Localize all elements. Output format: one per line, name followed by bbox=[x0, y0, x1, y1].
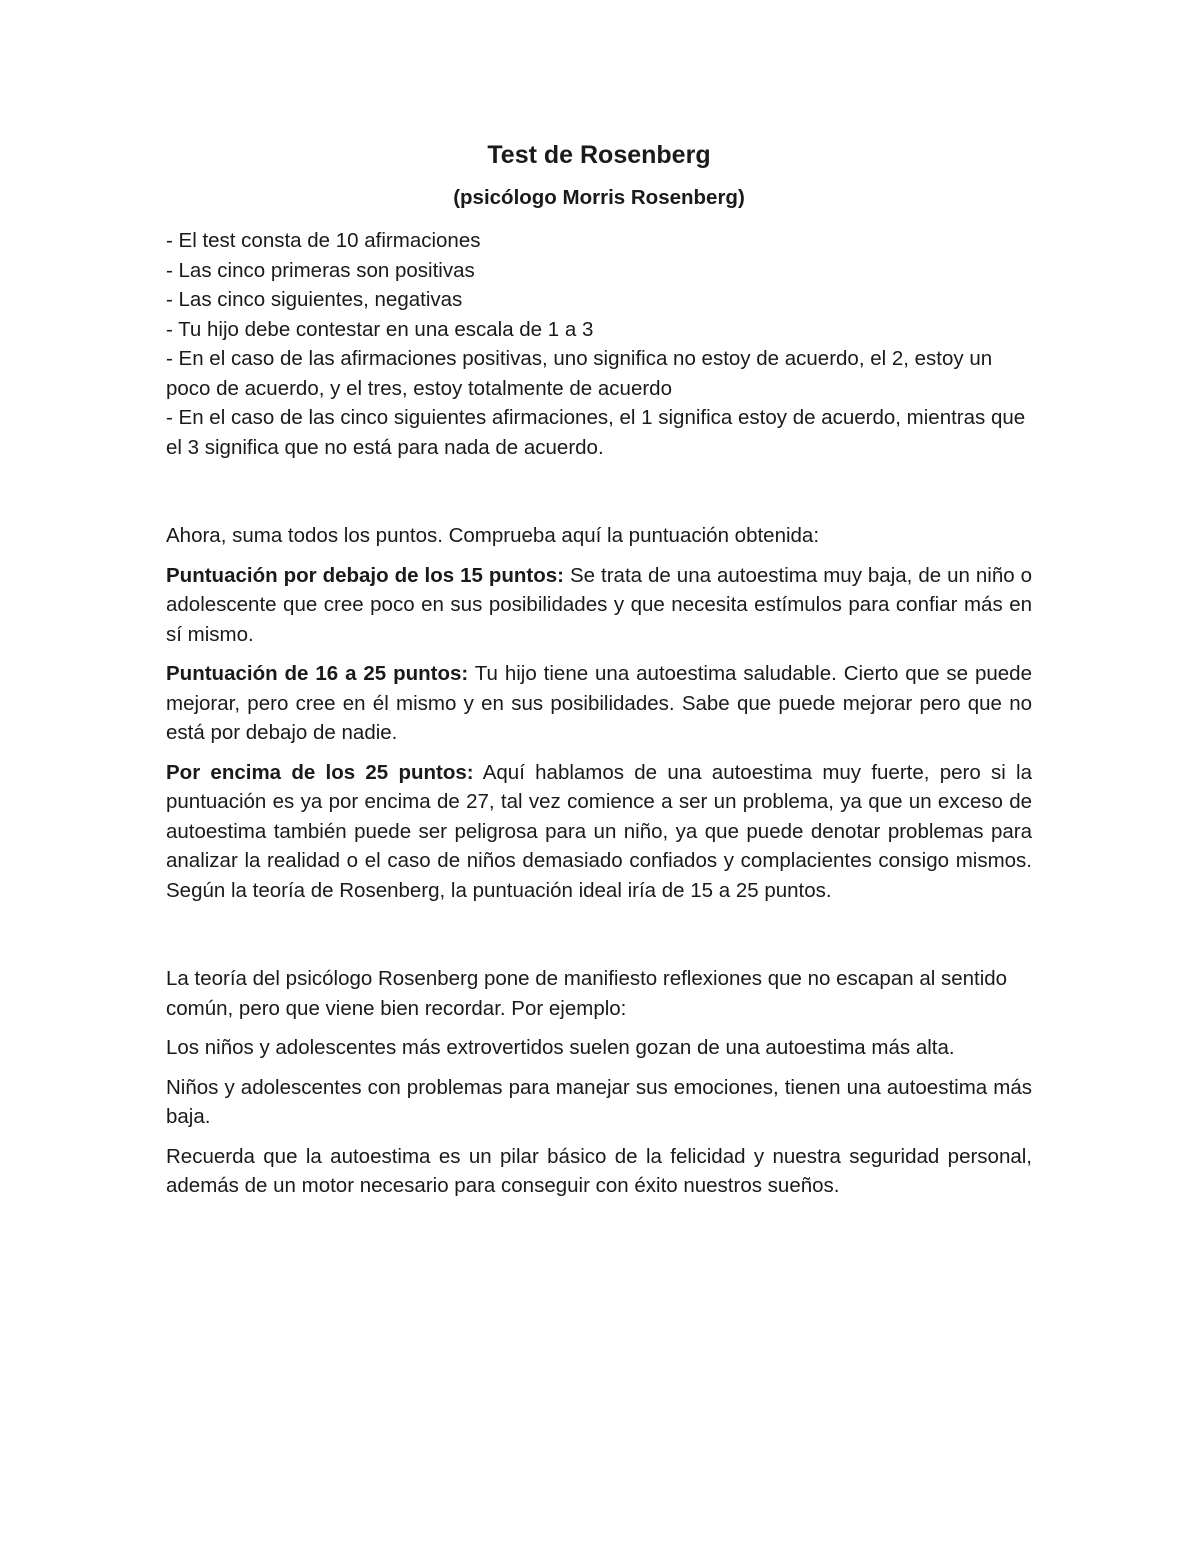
score-range-text: Aquí hablamos de una autoestima muy fuerte, pero si la puntuación es ya por encima de 27, tal vez comience a ser un problema, ya que un exceso de autoestima también puede ser peligrosa para un niño, ya que puede denotar problemas para analizar la realidad o el caso de niños demasiado confiados y complacientes consigo mismos. Según la teoría de Rosenberg, la puntuación ideal iría de 15 a 25 puntos. bbox=[166, 760, 1032, 902]
score-range-text: Tu hijo tiene una autoestima saludable. Cierto que se puede mejorar, pero cree en él mismo y en sus posibilidades. Sabe que puede mejorar pero que no está por debajo de nadie. bbox=[166, 662, 1032, 744]
instruction-item: - Las cinco siguientes, negativas bbox=[166, 288, 463, 311]
instruction-item: - Las cinco primeras son positivas bbox=[166, 258, 475, 282]
scoring-intro: Ahora, suma todos los puntos. Comprueba aquí la puntuación obtenida: bbox=[166, 524, 820, 547]
document-subtitle: (psicólogo Morris Rosenberg) bbox=[453, 186, 745, 209]
instruction-item: - En el caso de las cinco siguientes afirmaciones, el 1 significa estoy de acuerdo, mientras que el 3 significa que no está para nada de acuerdo. bbox=[166, 406, 1026, 459]
closing-paragraph: La teoría del psicólogo Rosenberg pone de manifiesto reflexiones que no escapan al sentido común, pero que viene bien recordar. Por ejemplo: bbox=[166, 967, 1008, 1020]
closing-paragraph: Los niños y adolescentes más extrovertidos suelen gozan de una autoestima más alta. bbox=[166, 1036, 955, 1059]
score-range-high bbox=[166, 758, 1032, 906]
score-range-label: Puntuación de 16 a 25 puntos: bbox=[166, 662, 469, 685]
document-title: Test de Rosenberg bbox=[487, 141, 711, 169]
closing-paragraph: Niños y adolescentes con problemas para manejar sus emociones, tienen una autoestima más baja. bbox=[166, 1075, 1032, 1128]
document-page bbox=[166, 138, 1032, 1201]
score-range-text: Se trata de una autoestima muy baja, de un niño o adolescente que cree poco en sus posibilidades y que necesita estímulos para confiar más en sí mismo. bbox=[166, 563, 1033, 646]
closing-paragraph: Recuerda que la autoestima es un pilar básico de la felicidad y nuestra seguridad personal, además de un motor necesario para conseguir con éxito nuestros sueños. bbox=[166, 1144, 1032, 1197]
score-range-label: Puntuación por debajo de los 15 puntos: bbox=[166, 563, 565, 587]
instruction-item: - En el caso de las afirmaciones positivas, uno significa no estoy de acuerdo, el 2, estoy un poco de acuerdo, y el tres, estoy totalmente de acuerdo bbox=[166, 347, 993, 400]
instruction-item: - El test consta de 10 afirmaciones bbox=[166, 229, 481, 252]
score-range-label: Por encima de los 25 puntos: bbox=[166, 760, 474, 784]
instructions-list bbox=[166, 226, 1032, 462]
score-range-low bbox=[166, 561, 1032, 650]
score-range-mid bbox=[166, 659, 1032, 748]
instruction-item: - Tu hijo debe contestar en una escala de 1 a 3 bbox=[166, 317, 594, 341]
